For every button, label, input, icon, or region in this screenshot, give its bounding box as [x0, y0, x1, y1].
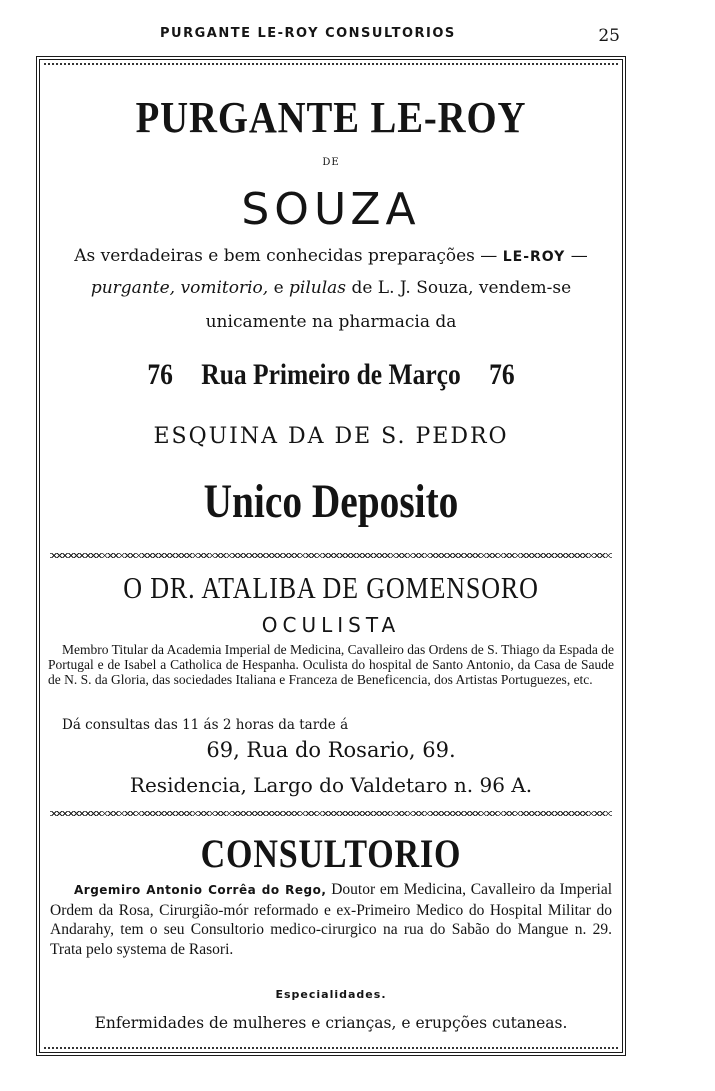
- leroy-text-line-1-start: As verdadeiras e bem conhecidas preparações —: [74, 246, 498, 266]
- leroy-brand: SOUZA: [241, 184, 421, 235]
- oculist-residence: Residencia, Largo do Valdetaro n. 96 A.: [129, 773, 533, 797]
- oculist-credentials: Membro Titular da Academia Imperial de Medicina, Cavalleiro das Ordens de S. Thiago da Espada de Portugal e de Isabel a Catholica de Hespanha. Oculista do hospital de Santo Antonio, da Casa de Saude de N. S. da Gloria, das sociedades Italiana e Franceza de Beneficencia, dos Artistas Portuguezes, etc.: [48, 642, 614, 687]
- leroy-product-purgante: purgante,: [90, 278, 176, 298]
- leroy-text-line-2-end: de L. J. Souza, vendem-se: [351, 278, 572, 298]
- page-number: 25: [598, 26, 620, 46]
- leroy-de: DE: [322, 157, 340, 168]
- leroy-corner: ESQUINA DA DE S. PEDRO: [153, 424, 509, 449]
- consultorio-specialties-title: Especialidades.: [275, 988, 387, 1001]
- oculist-street: 69, Rua do Rosario, 69.: [206, 738, 456, 762]
- address-street: Rua Primeiro de Março: [201, 358, 461, 391]
- leroy-conjunction: e: [273, 278, 284, 298]
- consultorio-heading: CONSULTORIO: [200, 831, 462, 876]
- oculist-specialty: OCULISTA: [261, 613, 401, 637]
- oculist-name: O DR. ATALIBA DE GOMENSORO: [123, 570, 539, 605]
- address-number-left: 76: [147, 358, 173, 391]
- leroy-text-line-1: [40, 246, 622, 266]
- oculist-advertisement: [40, 560, 622, 810]
- divider-rule: [50, 553, 612, 558]
- leroy-text-line-1-end: —: [570, 246, 588, 266]
- leroy-trademark: LE-ROY: [502, 249, 566, 265]
- leroy-depot: Unico Deposito: [203, 475, 459, 528]
- leroy-title: PURGANTE LE-ROY: [135, 93, 527, 142]
- consultorio-specialties: Enfermidades de mulheres e crianças, e erupções cutaneas.: [94, 1014, 568, 1032]
- consultorio-description: Doutor em Medicina, Cavalleiro da Imperial Ordem da Rosa, Cirurgião-mór reformado e ex-Primeiro Medico do Hospital Militar do Andarahy, tem o seu Consultorio medico-cirurgico na rua do Sabão do Mangue n. 29. Trata pelo systema de Rasori.: [50, 881, 613, 958]
- consultorio-body: [50, 880, 612, 959]
- address-number-right: 76: [489, 358, 515, 391]
- leroy-product-pilulas: pilulas: [289, 278, 347, 298]
- consultorio-doctor: Argemiro Antonio Corrêa do Rego,: [74, 883, 327, 897]
- running-title: PURGANTE LE-ROY CONSULTORIOS: [160, 26, 456, 41]
- divider-rule: [50, 811, 612, 816]
- advertisement-frame: [36, 56, 626, 1056]
- leroy-address: [84, 358, 579, 392]
- running-head: [0, 26, 715, 52]
- oculist-hours: Dá consultas das 11 ás 2 horas da tarde á: [62, 717, 349, 733]
- leroy-text-line-2: [40, 278, 622, 298]
- leroy-text-line-3: unicamente na pharmacia da: [205, 312, 457, 332]
- leroy-advertisement: [40, 60, 622, 552]
- leroy-product-vomitorio: vomitorio,: [180, 278, 269, 298]
- consultorio-advertisement: [40, 818, 622, 1056]
